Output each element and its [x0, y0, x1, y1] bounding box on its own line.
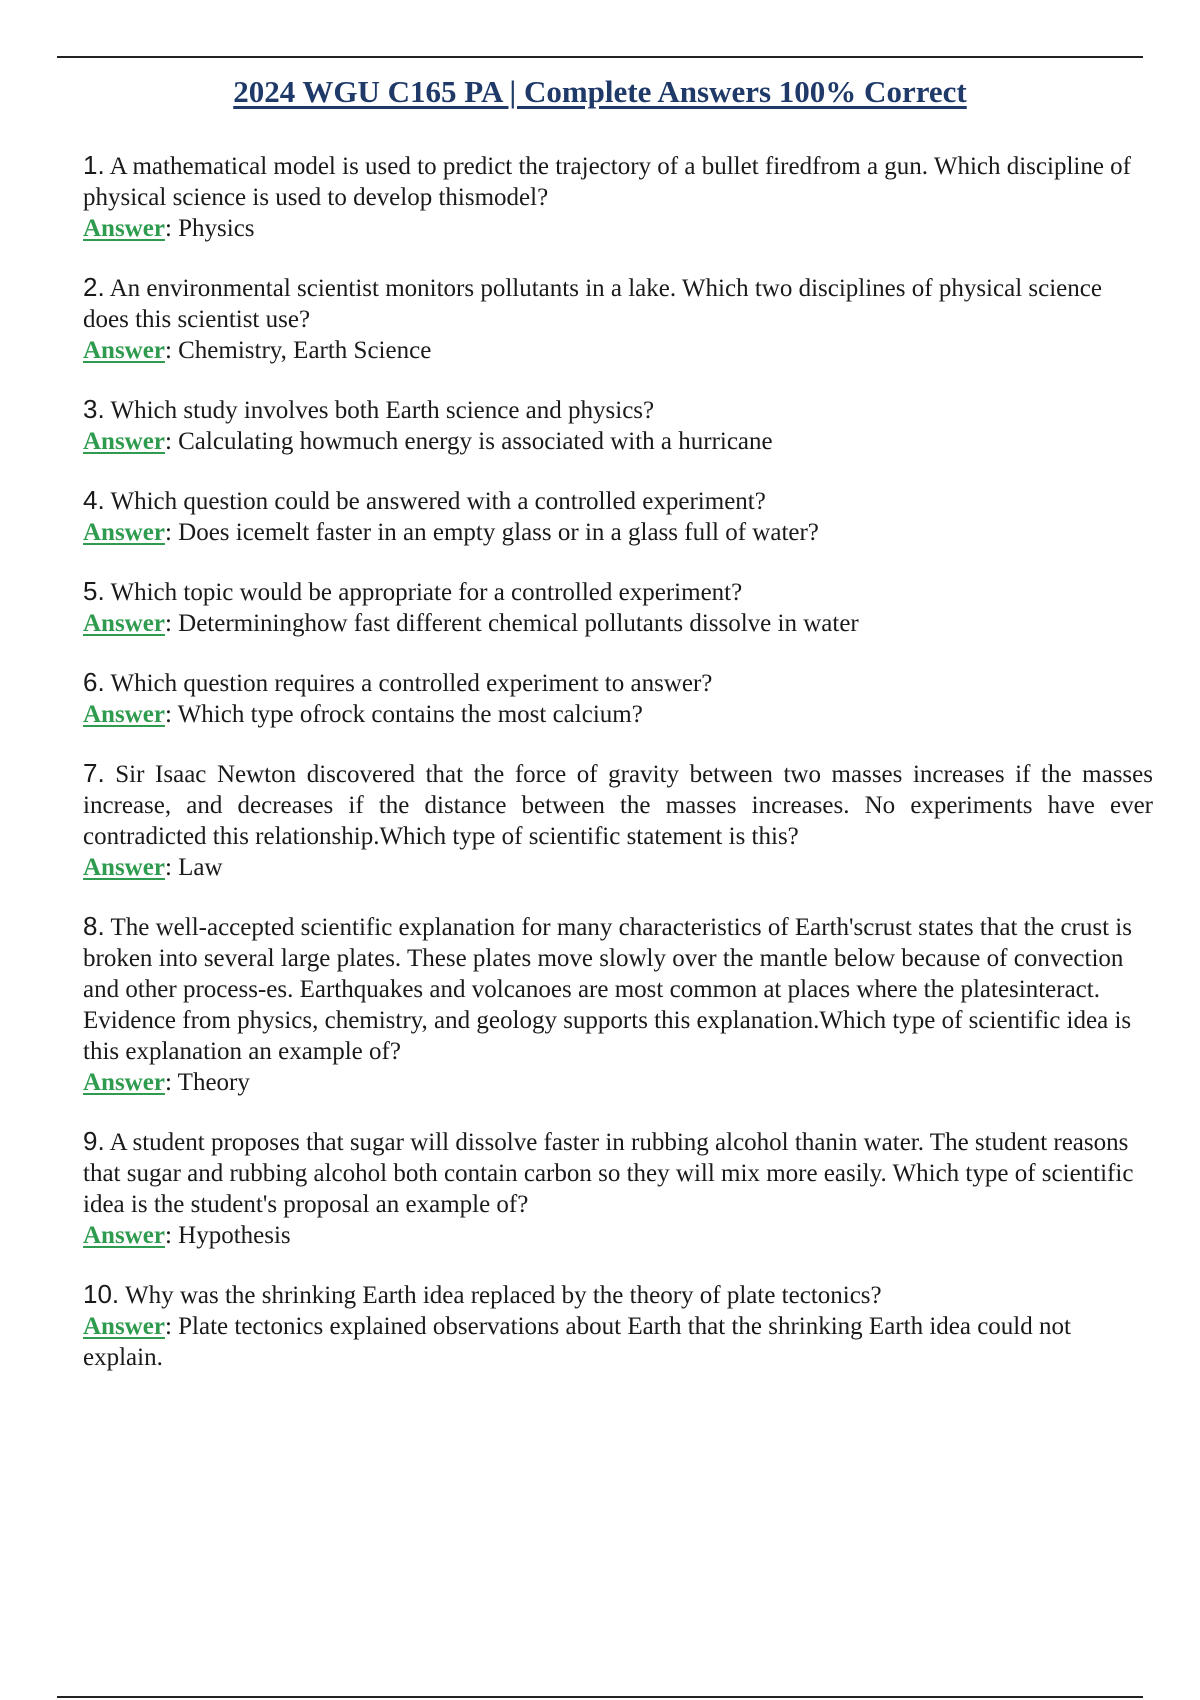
answer-label: Answer — [83, 337, 165, 364]
answer-text: : Physics — [164, 215, 255, 242]
answer-label: Answer — [83, 854, 165, 881]
answer-text: : Hypothesis — [164, 1222, 291, 1249]
answer-label: Answer — [83, 1313, 165, 1340]
question-text: Which study involves both Earth science and physics? — [110, 397, 655, 424]
question-number: 4. — [83, 485, 105, 515]
question-item — [83, 1279, 1153, 1373]
answer-text: : Plate tectonics explained observations about Earth that the shrinking Earth idea could not explain. — [83, 1313, 1071, 1371]
question-number: 9. — [83, 1126, 105, 1156]
answer-text: : Determininghow fast different chemical pollutants dissolve in water — [164, 610, 859, 637]
answer-text: : Calculating howmuch energy is associated with a hurricane — [164, 428, 773, 455]
answer-line — [83, 335, 1153, 366]
answer-text: : Does icemelt faster in an empty glass or in a glass full of water? — [164, 519, 819, 546]
answer-text: : Chemistry, Earth Science — [164, 337, 432, 364]
answer-label: Answer — [83, 1222, 165, 1249]
answer-label: Answer — [83, 610, 165, 637]
answer-line — [83, 213, 1153, 244]
page-title: 2024 WGU C165 PA | Complete Answers 100% Correct — [233, 74, 967, 109]
question-text: A mathematical model is used to predict the trajectory of a bullet firedfrom a gun. Which discipline of physical science is used to develop thismodel? — [83, 153, 1132, 211]
answer-line — [83, 852, 1153, 883]
question-item — [83, 485, 1153, 548]
answer-label: Answer — [83, 519, 165, 546]
answer-line — [83, 1220, 1153, 1251]
question-number: 8. — [83, 911, 105, 941]
question-text: Which topic would be appropriate for a controlled experiment? — [110, 579, 743, 606]
bottom-divider — [57, 1696, 1143, 1698]
answer-line — [83, 1067, 1153, 1098]
answer-label: Answer — [83, 1069, 165, 1096]
question-item — [83, 667, 1153, 730]
question-number: 5. — [83, 576, 105, 606]
question-text: An environmental scientist monitors pollutants in a lake. Which two disciplines of physical science does this scientist use? — [83, 275, 1102, 333]
question-number: 7. — [83, 758, 105, 788]
question-text: Which question requires a controlled experiment to answer? — [110, 670, 713, 697]
answer-text: : Theory — [164, 1069, 250, 1096]
question-item — [83, 272, 1153, 366]
question-text: Sir Isaac Newton discovered that the force of gravity between two masses increases if the masses increase, and decreases if the distance between the masses increases. No experiments have ever contradicted this relationship.Which type of scientific statement is this? — [83, 761, 1153, 850]
answer-line — [83, 1311, 1153, 1373]
answer-line — [83, 608, 1153, 639]
question-item — [83, 394, 1153, 457]
question-item — [83, 758, 1153, 883]
answer-label: Answer — [83, 428, 165, 455]
answer-label: Answer — [83, 215, 165, 242]
top-divider — [57, 56, 1143, 58]
question-text: Which question could be answered with a controlled experiment? — [110, 488, 766, 515]
answer-line — [83, 517, 1153, 548]
question-item — [83, 150, 1153, 244]
answer-text: : Which type ofrock contains the most calcium? — [164, 701, 643, 728]
question-number: 2. — [83, 272, 105, 302]
answer-label: Answer — [83, 701, 165, 728]
question-text: The well-accepted scientific explanation for many characteristics of Earth'scrust states that the crust is broken into several large plates. These plates move slowly over the mantle below because of convection and other process-es. Earthquakes and volcanoes are most common at places where the platesinteract. Evidence from physics, chemistry, and geology supports this explanation.Which type of scientific idea is this explanation an example of? — [83, 914, 1132, 1065]
answer-line — [83, 699, 1153, 730]
answer-line — [83, 426, 1153, 457]
question-item — [83, 1126, 1153, 1251]
question-number: 10. — [83, 1279, 120, 1309]
question-number: 1. — [83, 150, 105, 180]
answer-text: : Law — [164, 854, 223, 881]
question-number: 6. — [83, 667, 105, 697]
question-item — [83, 911, 1153, 1098]
question-text: A student proposes that sugar will dissolve faster in rubbing alcohol thanin water. The student reasons that sugar and rubbing alcohol both contain carbon so they will mix more easily. Which type of scientific idea is the student's proposal an example of? — [83, 1129, 1134, 1218]
question-text: Why was the shrinking Earth idea replaced by the theory of plate tectonics? — [124, 1282, 882, 1309]
question-number: 3. — [83, 394, 105, 424]
question-list — [83, 150, 1153, 1401]
question-item — [83, 576, 1153, 639]
